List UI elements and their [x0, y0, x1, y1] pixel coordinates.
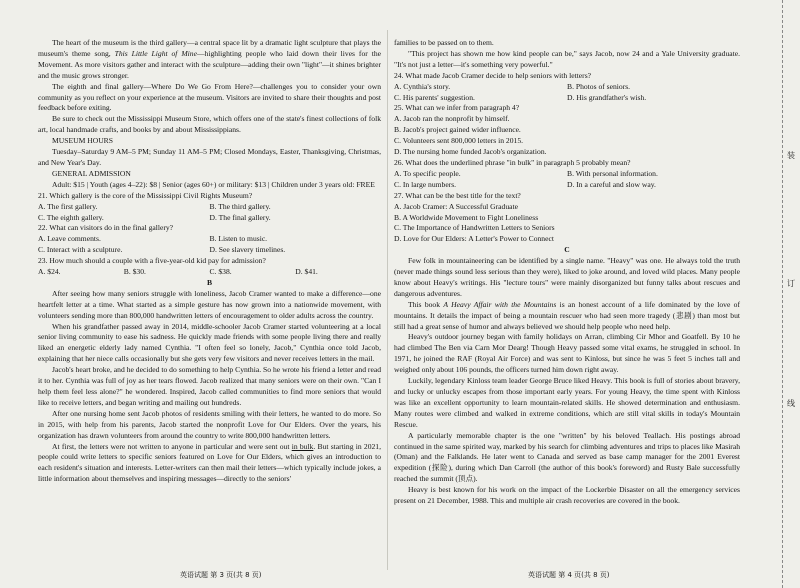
option: C. Volunteers sent 800,000 letters in 2015.	[394, 136, 524, 146]
hours-heading: MUSEUM HOURS	[52, 136, 113, 146]
option: A. Cynthia's story.	[394, 81, 451, 91]
passage-a-paragraph: The heart of the museum is the third gallery—a central space lit by a dramatic light sculpture that plays the museum's theme song, This Little Light of Mine—highlighting people who laid down their lives for the Movement. As more visitors gather and interact with the sculpture—adding their own "light"—it shines brighter and the music grows stronger.	[38, 38, 381, 80]
option: A. The first gallery.	[38, 201, 98, 211]
passage-c-paragraph: Luckily, legendary Kinloss team leader George Bruce liked Heavy. This book is full of stories about bravery, and lucky or unlucky escapes from those important early years. For young Heavy, the time spent with Kinloss was like an excellent opportunity to learn mountain-related skills. He showed determination and enthusiasm. Many routes were climbed and walked in extreme conditions, which are still vital skills in today's Mountain Rescue.	[394, 376, 740, 429]
passage-b-paragraph: After seeing how many seniors struggle with loneliness, Jacob Cramer wanted to make a difference—one heartfelt letter at a time. What started as a simple gesture has now grown into a nationwide movement, with volunteers sending more than 800,000 handwritten letters of encouragement to older adults across the country.	[38, 288, 381, 320]
right-column	[394, 38, 740, 507]
section-c-label: C	[564, 245, 570, 255]
option: D. In a careful and slow way.	[567, 179, 656, 189]
question-26: 26. What does the underlined phrase "in bulk" in paragraph 5 probably mean?	[394, 157, 631, 167]
option: C. The Importance of Handwritten Letters to Seniors	[394, 223, 555, 233]
question-22: 22. What can visitors do in the final gallery?	[38, 223, 174, 233]
passage-c-paragraph: Heavy is best known for his work on the impact of the Lockerbie Disaster on all the emergency services present on 21 December, 1988. This and multiple air crash recoveries are covered in the book.	[394, 485, 740, 506]
center-fold	[387, 30, 388, 570]
option: D. See slavery timelines.	[209, 245, 286, 255]
underlined-phrase: in bulk	[291, 441, 314, 451]
passage-c-paragraph: Heavy's outdoor journey began with family holidays on Arran, climbing Cir Mhor and Goatfell. By 10 he had climbed The Ben via Carn Mor Dearg! Though Heavy passed some vital exams, he struggled in school. In 1971, he joined the RAF (Royal Air Force) and was sent to Kinloss, but since he was 5 feet 5 inches tall and weighed only about 106 pounds, the officers turned him down right away.	[394, 332, 740, 375]
admission-heading: GENERAL ADMISSION	[52, 168, 131, 178]
option: C. Interact with a sculpture.	[38, 245, 123, 255]
option: D. His grandfather's wish.	[567, 92, 647, 102]
options-24	[394, 82, 740, 104]
section-b-label: B	[206, 277, 213, 287]
option: D. $41.	[295, 267, 318, 277]
option: A. $24.	[38, 267, 61, 277]
question-21: 21. Which gallery is the core of the Mississippi Civil Rights Museum?	[38, 190, 253, 200]
passage-b-paragraph: When his grandfather passed away in 2014, middle-schooler Jacob Cramer started volunteering at a local senior living community to ease his sadness. He quickly made friends with some people living there and really liked an energetic elderly lady named Cynthia. "I often feel so lonely, Jacob," Cynthia once told Jacob, explaining that her niece calls occasionally but she gets very few visitors and never receives letters in the mail.	[38, 321, 381, 364]
page-footer-right: 英语试题 第 4 页(共 8 页)	[528, 571, 610, 579]
binding-margin	[782, 0, 800, 588]
passage-b-paragraph: families to be passed on to them.	[394, 38, 494, 47]
options-25	[394, 114, 740, 158]
options-23	[38, 267, 381, 278]
option: D. The nursing home funded Jacob's organization.	[394, 147, 547, 157]
passage-b-paragraph: At first, the letters were not written to anyone in particular and were sent out in bulk. But starting in 2021, people could write letters to specific seniors featured on Love for Our Elders, which gives an introduction to each resident's situation and interests. Letter-writers can then mail their letters—which typically include jokes, a little information about themselves and inspiring messages—directly to the seniors'	[38, 441, 381, 484]
options-27	[394, 202, 740, 246]
left-column	[38, 38, 381, 485]
binding-char: 订	[787, 279, 795, 288]
passage-a-paragraph: The eighth and final gallery—Where Do We Go From Here?—challenges you to consider your own community as you reflect on your experience at the museum. Visitors are invited to share their thoughts and post feedback before exiting.	[38, 81, 381, 113]
option: C. The eighth gallery.	[38, 212, 104, 222]
option: A. Jacob Cramer: A Successful Graduate	[394, 201, 518, 211]
passage-a-paragraph: Be sure to check out the Mississippi Museum Store, which offers one of the state's finest collections of folk art, local handmade crafts, and books by and about Mississippians.	[38, 114, 381, 135]
option: B. With personal information.	[567, 168, 658, 178]
question-24: 24. What made Jacob Cramer decide to help seniors with letters?	[394, 70, 592, 80]
option: C. His parents' suggestion.	[394, 92, 475, 102]
option: A. Jacob ran the nonprofit by himself.	[394, 114, 510, 124]
passage-c-paragraph: A particularly memorable chapter is the one "written" by his beloved Teallach. His postings abroad continued in the same spirited way, marked by his search for climbing adventures and trips to places like Masirah (Oman) and the Falklands. He later went to Canada and served as base camp manager for the 2001 Everest expedition (探险), during which Dan Carroll (the author of this book's foreword) and Rusty Bale successfully reached the summit (顶点).	[394, 430, 740, 484]
option: B. A Worldwide Movement to Fight Loneliness	[394, 212, 539, 222]
option: B. $30.	[123, 267, 146, 277]
passage-b-paragraph: "This project has shown me how kind people can be," says Jacob, now 24 and a Yale University graduate. "It's not just a letter—it's something very powerful."	[394, 48, 740, 69]
binding-char: 装	[787, 151, 795, 160]
option: D. Love for Our Elders: A Letter's Power to Connect	[394, 234, 554, 244]
passage-c-paragraph: Few folk in mountaineering can be identified by a single name. "Heavy" was one. He always told the truth (never made things sound less serious than they were), liked to joke around, and loved wild places. Many people know about Heavy's writings. His "lecture tours" were mainly disorganized but funny talks about rescues and dangerous adventures.	[394, 256, 740, 298]
options-26	[394, 169, 740, 191]
option: B. Listen to music.	[209, 234, 268, 244]
option: D. The final gallery.	[209, 212, 271, 222]
passage-b-paragraph: After one nursing home sent Jacob photos of residents smiling with their letters, he wanted to do more. So in 2015, with help from his parents, Jacob started the nonprofit Love for Our Elders. Over the years, his organization has drawn volunteers from around the country to write 800,000 handwritten letters.	[38, 408, 381, 440]
options-22	[38, 234, 381, 256]
hours-text: Tuesday–Saturday 9 AM–5 PM; Sunday 11 AM–5 PM; Closed Mondays, Easter, Thanksgiving, Christmas, and New Year's Day.	[38, 147, 381, 167]
option: B. Photos of seniors.	[567, 81, 631, 91]
binding-char: 线	[787, 399, 795, 408]
question-23: 23. How much should a couple with a five-year-old kid pay for admission?	[38, 256, 266, 266]
question-27: 27. What can be the best title for the text?	[394, 190, 521, 200]
options-21	[38, 202, 381, 224]
option: A. Leave comments.	[38, 234, 101, 244]
page-footer-left: 英语试题 第 3 页(共 8 页)	[180, 571, 262, 579]
option: B. Jacob's project gained wider influence.	[394, 125, 521, 135]
passage-b-paragraph: Jacob's heart broke, and he decided to do something to help Cynthia. So he wrote his friend a letter and read it to her. Cynthia was full of joy as her tears flowed. Jacob realized that many seniors were on their own. "Can I help them feel less alone?" he wondered. Inspired, Jacob called communities to find more seniors that would like to receive letters, and began writing and mailing out hundreds.	[38, 365, 381, 407]
option: C. In large numbers.	[394, 179, 457, 189]
option: B. The third gallery.	[209, 201, 271, 211]
admission-text: Adult: $15 | Youth (ages 4–22): $8 | Senior (ages 60+) or military: $13 | Children under 3 years old: FREE	[52, 179, 375, 189]
option: A. To specific people.	[394, 168, 461, 178]
option: C. $38.	[209, 267, 232, 277]
question-25: 25. What can we infer from paragraph 4?	[394, 103, 520, 113]
passage-c-paragraph: This book A Heavy Affair with the Mountains is an honest account of a life dominated by the love of mountains. It details the impact of being a mountain rescuer who had seen more tragedy (悲剧) than most but still had a great sense of humor and always believed we should help people who need help.	[394, 299, 741, 331]
